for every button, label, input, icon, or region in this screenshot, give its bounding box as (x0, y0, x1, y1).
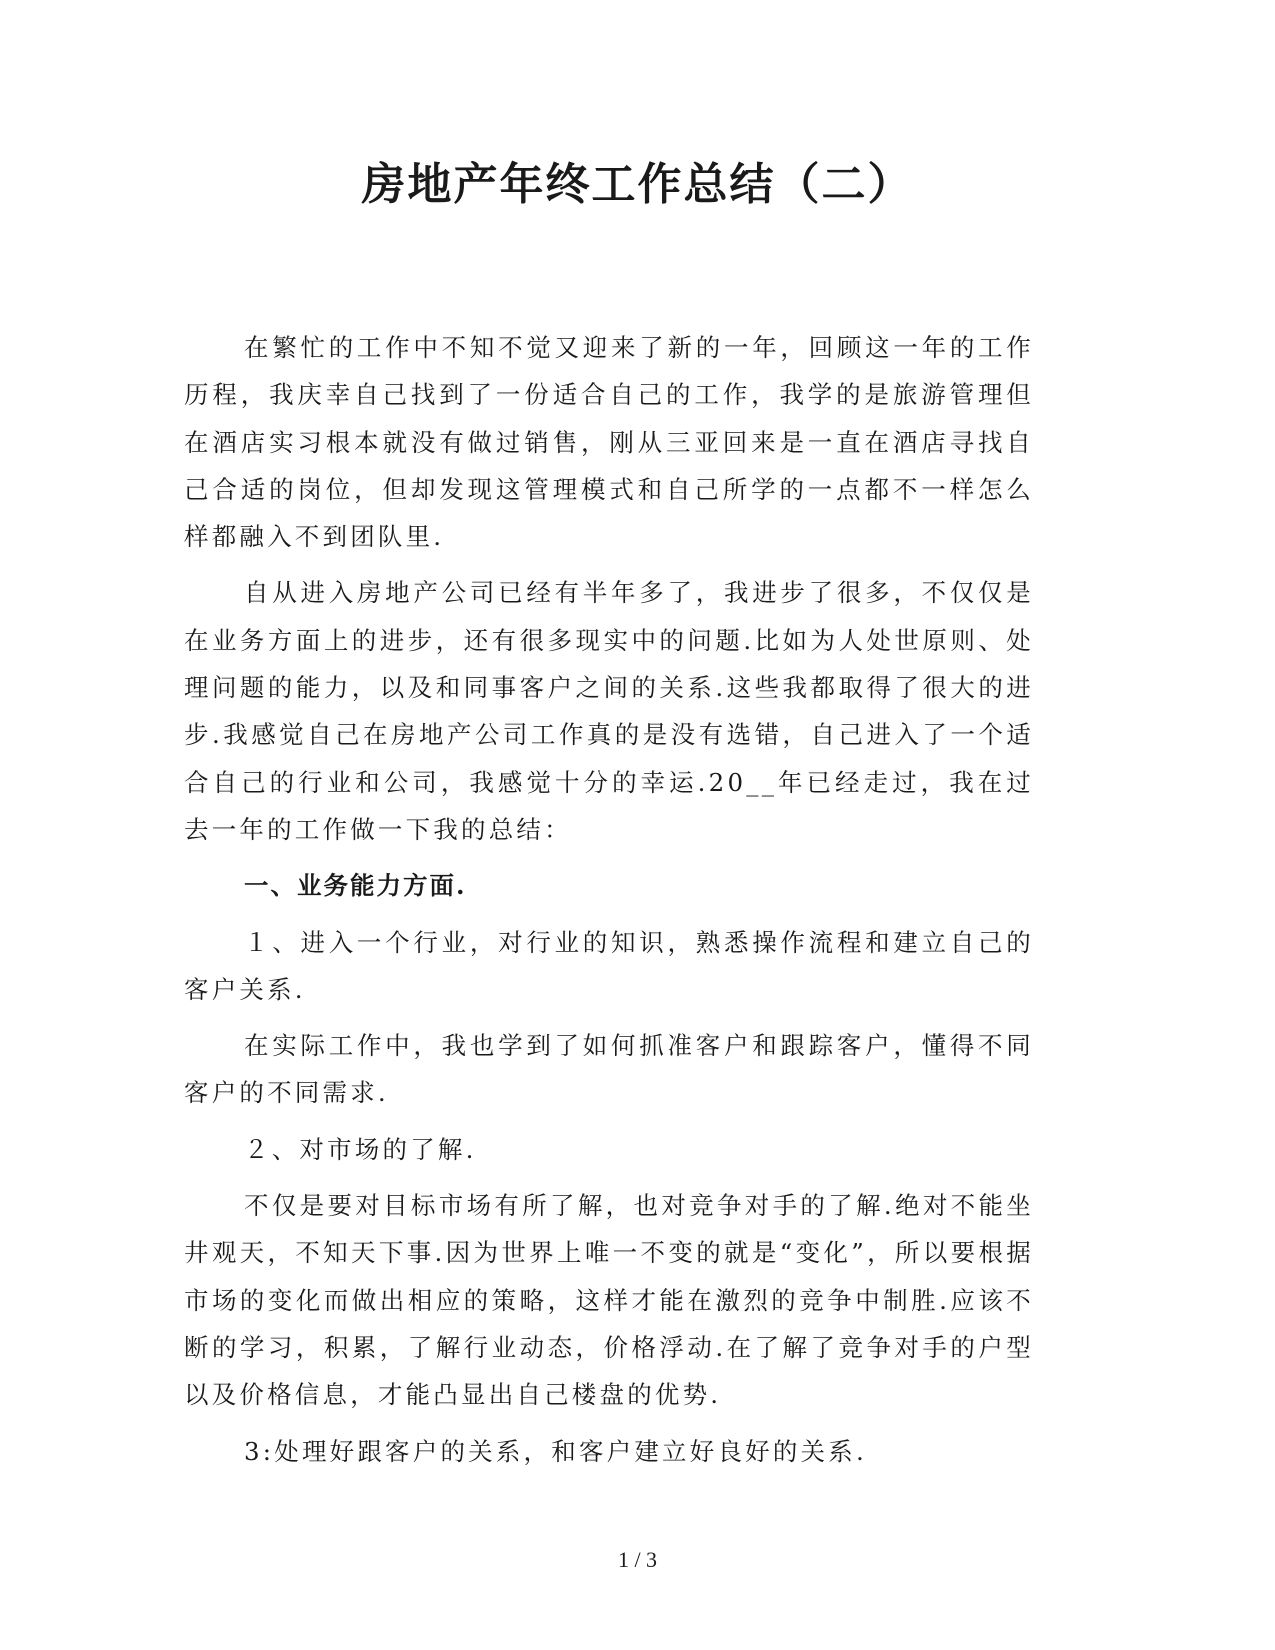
paragraph-intro: 在繁忙的工作中不知不觉又迎来了新的一年，回顾这一年的工作历程，我庆幸自己找到了一份适合自己的工作，我学的是旅游管理但在酒店实习根本就没有做过销售，刚从三亚回来是一直在酒店寻找自己合适的岗位，但却发现这管理模式和自己所学的一点都不一样怎么样都融入不到团队里. (184, 333, 1034, 552)
item-1-industry-knowledge: １、进入一个行业，对行业的知识，熟悉操作流程和建立自己的客户关系. (184, 927, 1034, 1004)
paragraph-competitor-analysis: 不仅是要对目标市场有所了解，也对竞争对手的了解.绝对不能坐井观天，不知天下事.因为世界上唯一不变的就是“变化”，所以要根据市场的变化而做出相应的策略，这样才能在激烈的竞争中制胜.应该不断的学习，积累，了解行业动态，价格浮动.在了解了竞争对手的户型以及价格信息，才能凸显出自己楼盘的优势. (184, 1191, 1034, 1410)
page-number: 1 / 3 (617, 1547, 658, 1572)
item-2-market-understanding: ２、对市场的了解. (244, 1134, 477, 1164)
section-heading-business-ability: 一、业务能力方面. (244, 871, 467, 901)
page-title: 房地产年终工作总结（二） (361, 159, 914, 210)
document-body (184, 324, 1034, 1484)
paragraph-progress: 自从进入房地产公司已经有半年多了，我进步了很多，不仅仅是在业务方面上的进步，还有很多现实中的问题.比如为人处世原则、处理问题的能力，以及和同事客户之间的关系.这些我都取得了很大的进步.我感觉自己在房地产公司工作真的是没有选错，自己进入了一个适合自己的行业和公司，我感觉十分的幸运.20__年已经走过，我在过去一年的工作做一下我的总结： (184, 578, 1034, 844)
paragraph-customer-tracking: 在实际工作中，我也学到了如何抓准客户和跟踪客户，懂得不同客户的不同需求. (184, 1031, 1034, 1108)
item-3-customer-relations: 3:处理好跟客户的关系，和客户建立好良好的关系. (244, 1436, 867, 1466)
